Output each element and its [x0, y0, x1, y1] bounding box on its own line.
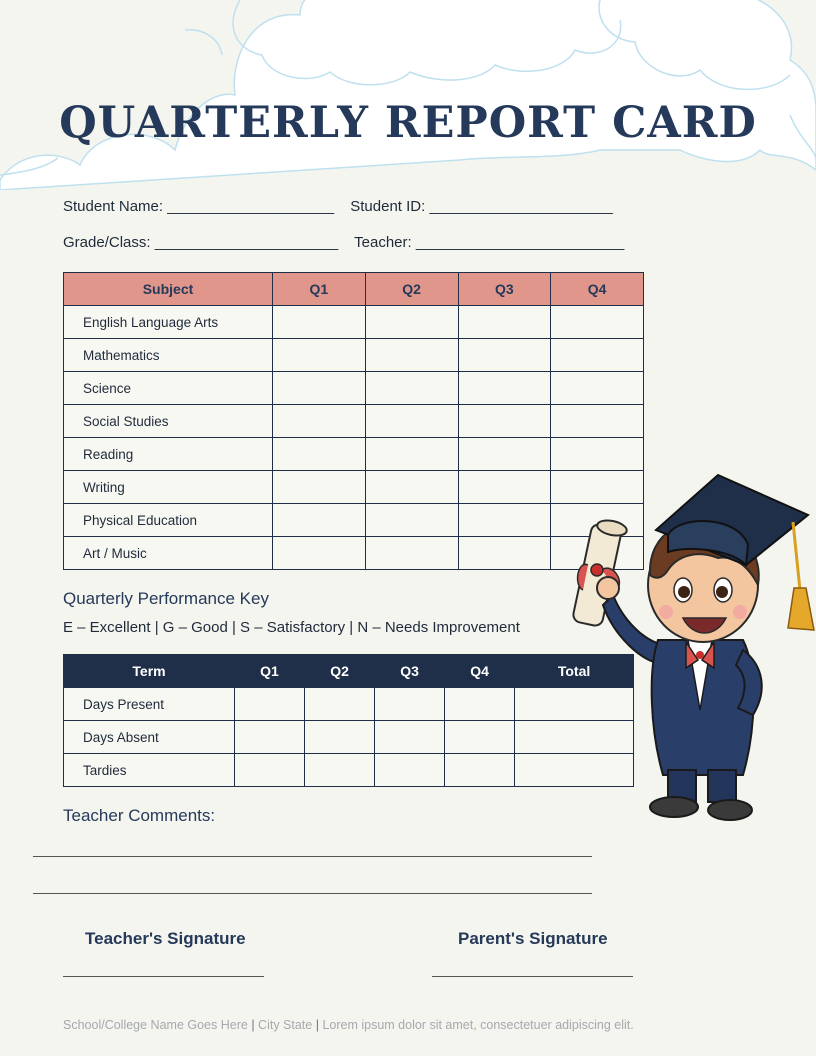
attendance-cell[interactable]	[305, 721, 375, 754]
term-cell: Days Absent	[64, 721, 235, 754]
teacher-signature-line[interactable]	[63, 976, 264, 977]
grades-table	[63, 272, 644, 570]
grade-cell[interactable]	[365, 471, 458, 504]
grade-cell[interactable]	[273, 405, 366, 438]
subject-cell: Physical Education	[64, 504, 273, 537]
header-q3: Q3	[375, 655, 445, 688]
grade-cell[interactable]	[365, 405, 458, 438]
table-row	[64, 537, 644, 570]
grade-cell[interactable]	[458, 339, 551, 372]
attendance-cell[interactable]	[445, 721, 515, 754]
table-row	[64, 754, 634, 787]
grade-cell[interactable]	[273, 438, 366, 471]
subject-cell: Art / Music	[64, 537, 273, 570]
performance-key-heading: Quarterly Performance Key	[63, 589, 269, 608]
table-row	[64, 306, 644, 339]
grade-cell[interactable]	[458, 504, 551, 537]
grade-cell[interactable]	[365, 372, 458, 405]
attendance-cell[interactable]	[445, 688, 515, 721]
grade-cell[interactable]	[458, 471, 551, 504]
grade-cell[interactable]	[551, 372, 644, 405]
grade-cell[interactable]	[458, 372, 551, 405]
header-q4: Q4	[551, 273, 644, 306]
subject-cell: Science	[64, 372, 273, 405]
attendance-cell[interactable]	[305, 688, 375, 721]
header-q3: Q3	[458, 273, 551, 306]
term-cell: Tardies	[64, 754, 235, 787]
grade-cell[interactable]	[551, 405, 644, 438]
header-total: Total	[515, 655, 634, 688]
student-name-field[interactable]: Student Name: ____________________	[63, 198, 335, 215]
header-term: Term	[64, 655, 235, 688]
header-q1: Q1	[235, 655, 305, 688]
performance-key-text: E – Excellent | G – Good | S – Satisfactory | N – Needs Improvement	[63, 619, 520, 636]
header-q2: Q2	[305, 655, 375, 688]
term-cell: Days Present	[64, 688, 235, 721]
subject-cell: Reading	[64, 438, 273, 471]
attendance-cell[interactable]	[375, 688, 445, 721]
student-info-row	[63, 198, 613, 215]
class-info-row	[63, 234, 624, 251]
table-row	[64, 688, 634, 721]
header-q4: Q4	[445, 655, 515, 688]
table-row	[64, 339, 644, 372]
grade-cell[interactable]	[273, 537, 366, 570]
footer-separator: |	[315, 1018, 319, 1032]
attendance-cell[interactable]	[235, 754, 305, 787]
grade-cell[interactable]	[365, 504, 458, 537]
table-row	[64, 405, 644, 438]
attendance-cell[interactable]	[375, 721, 445, 754]
subject-cell: Writing	[64, 471, 273, 504]
cloud-decoration	[0, 0, 816, 190]
footer	[63, 1018, 634, 1032]
grade-cell[interactable]	[273, 471, 366, 504]
attendance-table	[63, 654, 634, 787]
subject-cell: Social Studies	[64, 405, 273, 438]
grade-cell[interactable]	[273, 504, 366, 537]
table-row	[64, 471, 644, 504]
footer-lorem: Lorem ipsum dolor sit amet, consectetuer adipiscing elit.	[322, 1018, 634, 1032]
page-title: QUARTERLY REPORT CARD	[59, 98, 757, 148]
grade-cell[interactable]	[458, 537, 551, 570]
header-subject: Subject	[64, 273, 273, 306]
teacher-comments-heading: Teacher Comments:	[63, 806, 216, 825]
attendance-cell[interactable]	[235, 721, 305, 754]
attendance-cell[interactable]	[305, 754, 375, 787]
grade-cell[interactable]	[458, 306, 551, 339]
grade-cell[interactable]	[458, 405, 551, 438]
footer-city: City State	[258, 1018, 313, 1032]
grade-cell[interactable]	[365, 537, 458, 570]
subject-cell: Mathematics	[64, 339, 273, 372]
graduate-boy-illustration	[568, 470, 816, 830]
teacher-signature-label: Teacher's Signature	[85, 929, 246, 948]
student-id-field[interactable]: Student ID: ______________________	[350, 198, 613, 215]
grade-cell[interactable]	[365, 339, 458, 372]
grade-cell[interactable]	[273, 339, 366, 372]
subject-cell: English Language Arts	[64, 306, 273, 339]
grade-cell[interactable]	[551, 339, 644, 372]
attendance-cell[interactable]	[375, 754, 445, 787]
footer-separator: |	[251, 1018, 255, 1032]
table-row	[64, 438, 644, 471]
grade-cell[interactable]	[551, 306, 644, 339]
table-row	[64, 721, 634, 754]
footer-school: School/College Name Goes Here	[63, 1018, 248, 1032]
attendance-cell[interactable]	[235, 688, 305, 721]
table-row	[64, 372, 644, 405]
grade-cell[interactable]	[273, 372, 366, 405]
comment-line[interactable]	[33, 893, 592, 894]
grade-cell[interactable]	[458, 438, 551, 471]
grade-cell[interactable]	[365, 306, 458, 339]
header-q1: Q1	[273, 273, 366, 306]
teacher-field[interactable]: Teacher: _________________________	[354, 234, 625, 251]
grade-cell[interactable]	[551, 438, 644, 471]
parent-signature-line[interactable]	[432, 976, 633, 977]
parent-signature-label: Parent's Signature	[458, 929, 608, 948]
grade-cell[interactable]	[365, 438, 458, 471]
comment-line[interactable]	[33, 856, 592, 857]
grade-class-field[interactable]: Grade/Class: ______________________	[63, 234, 339, 251]
grades-header-row	[64, 273, 644, 306]
table-row	[64, 504, 644, 537]
grade-cell[interactable]	[273, 306, 366, 339]
attendance-header-row	[64, 655, 634, 688]
header-q2: Q2	[365, 273, 458, 306]
attendance-cell[interactable]	[445, 754, 515, 787]
